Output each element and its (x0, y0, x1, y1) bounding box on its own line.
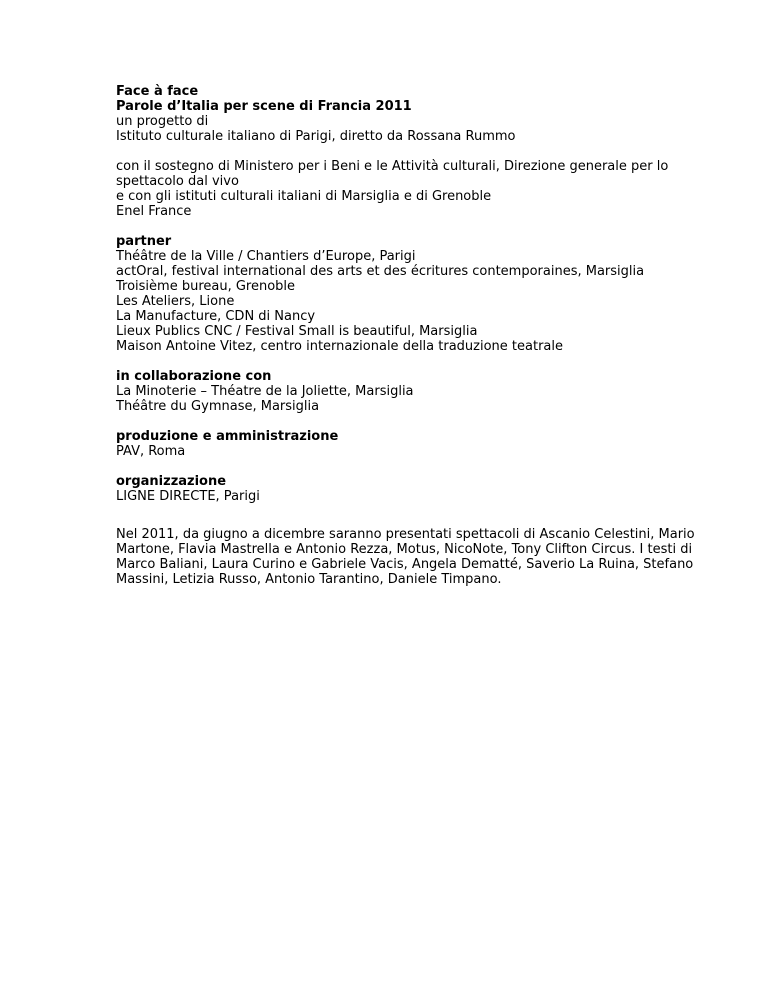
list-item: Théâtre du Gymnase, Marsiglia (116, 399, 320, 414)
section-partner (116, 234, 726, 354)
list-item: Lieux Publics CNC / Festival Small is beautiful, Marsiglia (116, 324, 478, 339)
support-line: e con gli istituti culturali italiani di Marsiglia e di Grenoble (116, 189, 492, 204)
document-subtitle: Parole d’Italia per scene di Francia 2011 (116, 99, 412, 114)
section-produzione (116, 429, 726, 459)
list-item: Troisième bureau, Grenoble (116, 279, 296, 294)
support-line: Enel France (116, 204, 192, 219)
list-item: Les Ateliers, Lione (116, 294, 235, 309)
section-heading: in collaborazione con (116, 369, 272, 384)
director-line: Istituto culturale italiano di Parigi, diretto da Rossana Rummo (116, 129, 516, 144)
closing-paragraph: Marco Baliani, Laura Curino e Gabriele Vacis, Angela Dematté, Saverio La Ruina, Stefano Massini, Letizia Russo, Antonio Tarantino, Daniele Timpano. (116, 557, 694, 587)
list-item: Théâtre de la Ville / Chantiers d’Europe, Parigi (116, 249, 416, 264)
header-block (116, 84, 726, 144)
list-item: Maison Antoine Vitez, centro internazionale della traduzione teatrale (116, 339, 564, 354)
spacer (116, 414, 726, 429)
spacer (116, 219, 726, 234)
spacer (116, 504, 726, 527)
support-line: con il sostegno di Ministero per i Beni e le Attività culturali, Direzione generale per lo spettacolo dal vivo (116, 159, 669, 189)
spacer (116, 459, 726, 474)
closing-paragraph: Nel 2011, da giugno a dicembre saranno presentati spettacoli di Ascanio Celestini, Mario Martone, Flavia Mastrella e Antonio Rezza, Motus, NicoNote, Tony Clifton Circus. I testi di (116, 527, 695, 557)
list-item: La Minoterie – Théatre de la Joliette, Marsiglia (116, 384, 414, 399)
spacer (116, 144, 726, 159)
list-item: La Manufacture, CDN di Nancy (116, 309, 316, 324)
list-item: LIGNE DIRECTE, Parigi (116, 489, 260, 504)
support-block (116, 159, 726, 219)
document-page (116, 84, 726, 587)
section-heading: organizzazione (116, 474, 227, 489)
spacer (116, 354, 726, 369)
document-title: Face à face (116, 84, 199, 99)
section-collaborazione (116, 369, 726, 414)
project-line: un progetto di (116, 114, 209, 129)
section-organizzazione (116, 474, 726, 504)
list-item: actOral, festival international des arts et des écritures contemporaines, Marsiglia (116, 264, 645, 279)
closing-block (116, 527, 726, 587)
section-heading: produzione e amministrazione (116, 429, 339, 444)
list-item: PAV, Roma (116, 444, 186, 459)
section-heading: partner (116, 234, 172, 249)
